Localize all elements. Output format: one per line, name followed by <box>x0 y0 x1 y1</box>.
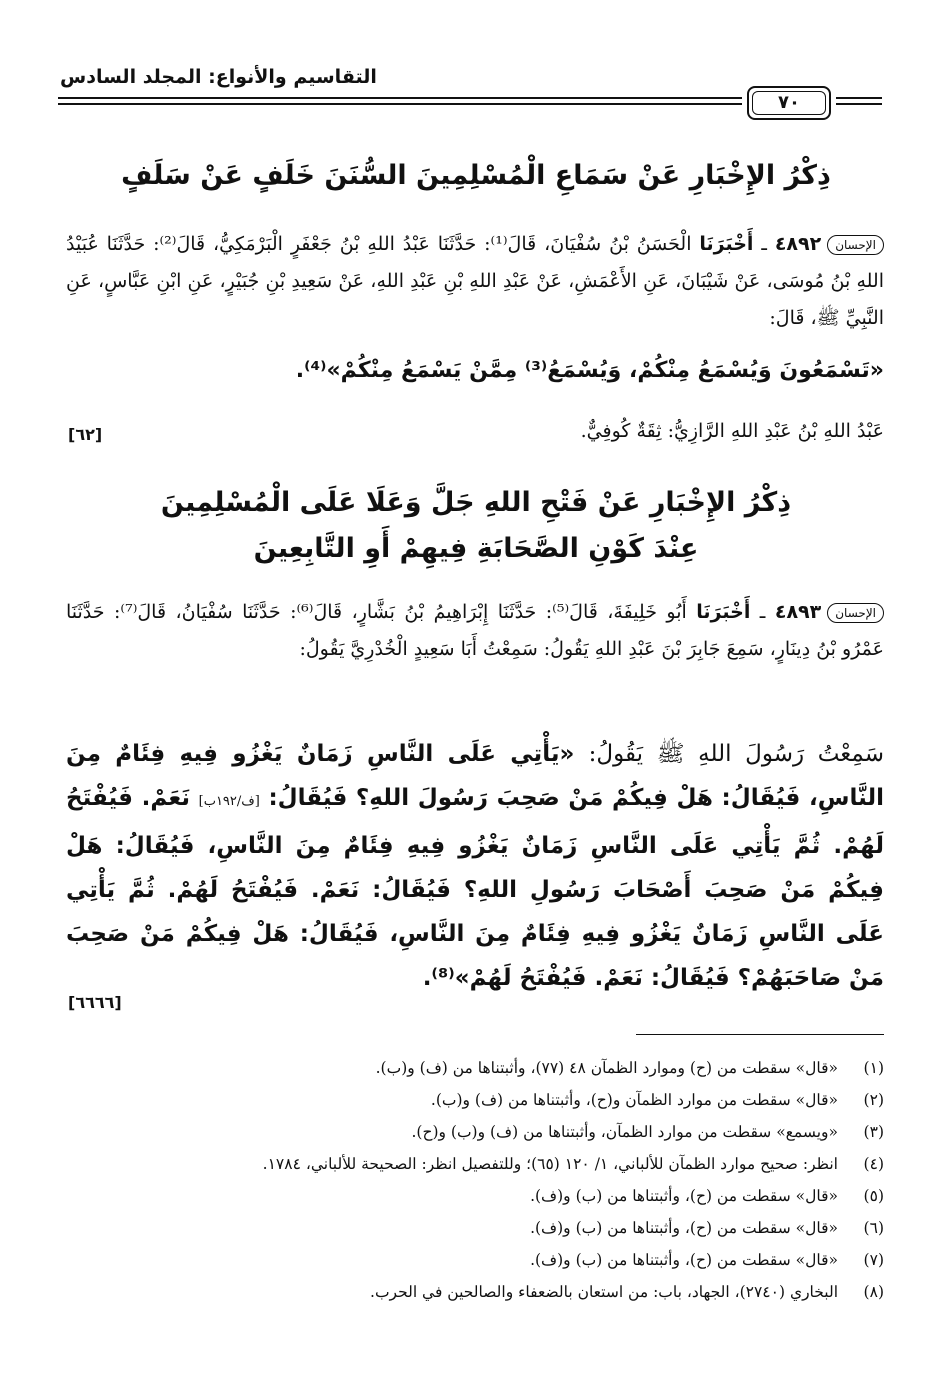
footnote: (١)«قال» سقطت من (ح) وموارد الظمآن ٤٨ (٧٧)، وأثبتناها من (ف) و(ب). <box>375 1059 884 1077</box>
isnad-text: الْحَسَنُ بْنُ سُفْيَانَ، قَالَ⁽¹⁾: حَدَّثَنَا عَبْدُ اللهِ بْنُ جَعْفَرٍ الْبَرْمَكِيُّ، قَالَ⁽²⁾: حَدَّثَنَا عُبَيْدُ اللهِ بْنُ مُوسَى، عَنْ شَيْبَانَ، عَنِ الأَعْمَشِ، عَنْ عَبْدِ اللهِ بْنِ عَبْدِ اللهِ، عَنْ سَعِيدِ بْنِ جُبَيْرٍ، عَنِ ابْنِ عَبَّاسٍ، عَنِ النَّبِيِّ ﷺ، قَالَ: <box>66 233 884 329</box>
footnote: (٦)«قال» سقطت من (ح)، وأثبتناها من (ب) و(ف). <box>530 1219 884 1237</box>
header-rule-top <box>58 97 742 99</box>
footnote-separator <box>636 1034 884 1035</box>
hadith-4892-isnad: الإحسان٤٨٩٢ ـ أَخْبَرَنَا الْحَسَنُ بْنُ سُفْيَانَ، قَالَ⁽¹⁾: حَدَّثَنَا عَبْدُ اللهِ بْنُ جَعْفَرٍ الْبَرْمَكِيُّ، قَالَ⁽²⁾: حَدَّثَنَا عُبَيْدُ اللهِ بْنُ مُوسَى، عَنْ شَيْبَانَ، عَنِ الأَعْمَشِ، عَنْ عَبْدِ اللهِ بْنِ عَبْدِ اللهِ، عَنْ سَعِيدِ بْنِ جُبَيْرٍ، عَنِ ابْنِ عَبَّاسٍ، عَنِ النَّبِيِّ ﷺ، قَالَ: <box>66 233 884 329</box>
reference-number: [٦٢] <box>68 425 103 444</box>
footnote: (٤)انظر: صحيح موارد الظمآن للألباني، ١/ ١٢٠ (٦٥)؛ وللتفصيل انظر: الصحيحة للألباني، ١٧٨٤. <box>262 1155 884 1173</box>
hadith-4893-matn <box>66 732 884 1000</box>
hadith-number: ٤٨٩٢ <box>774 233 822 255</box>
ihsan-badge: الإحسان <box>827 603 884 623</box>
page-number: ٧٠ <box>752 91 826 115</box>
hadith-4893-isnad: الإحسان٤٨٩٣ ـ أَخْبَرَنَا أَبُو خَلِيفَةَ، قَالَ⁽⁵⁾: حَدَّثَنَا إِبْرَاهِيمُ بْنُ بَشَّارٍ، قَالَ⁽⁶⁾: حَدَّثَنَا سُفْيَانُ، قَالَ⁽⁷⁾: حَدَّثَنَا عَمْرُو بْنُ دِينَارٍ، سَمِعَ جَابِرَ بْنَ عَبْدِ اللهِ يَقُولُ: سَمِعْتُ أَبَا سَعِيدٍ الْخُدْرِيَّ يَقُولُ: <box>66 601 884 660</box>
page-box-rule-bottom <box>836 103 882 105</box>
footnotes <box>66 1052 884 1308</box>
matn-part-1: «يَأْتِي عَلَى النَّاسِ زَمَانٌ يَغْزُو فِيهِ فِئَامٌ مِنَ النَّاسِ، فَيُقَالُ: هَلْ فِيكُمْ مَنْ صَحِبَ رَسُولَ اللهِ؟ فَيُقَالُ: <box>66 741 884 811</box>
page-number-box <box>747 86 831 120</box>
matn-part-2: نَعَمْ. فَيُفْتَحُ لَهُمْ. ثُمَّ يَأْتِي عَلَى النَّاسِ زَمَانٌ يَغْزُو فِيهِ فِئَامٌ مِنَ النَّاسِ، فَيُقَالُ: هَلْ فِيكُمْ مَنْ صَحِبَ أَصْحَابَ رَسُولِ اللهِ؟ فَيُقَالُ: نَعَمْ. فَيُفْتَحُ لَهُمْ. ثُمَّ يَأْتِي عَلَى النَّاسِ زَمَانٌ يَغْزُو فِيهِ فِئَامٌ مِنَ النَّاسِ، فَيُقَالُ: هَلْ فِيكُمْ مَنْ صَحِبَ مَنْ صَاحَبَهُمْ؟ فَيُقَالُ: نَعَمْ. فَيُفْتَحُ لَهُمْ»⁽⁸⁾. <box>66 785 884 991</box>
ihsan-badge: الإحسان <box>827 235 884 255</box>
akhbarana-lead: أَخْبَرَنَا <box>699 233 754 255</box>
chapter-title-2-line-2: عِنْدَ كَوْنِ الصَّحَابَةِ فِيهِمْ أَوِ التَّابِعِينَ <box>253 533 699 564</box>
page-box-rule-top <box>836 97 882 99</box>
manuscript-folio-ref: [ف/١٩٢ب] <box>198 794 260 809</box>
akhbarana-lead: أَخْبَرَنَا <box>696 601 751 623</box>
footnote: (٣)«ويسمع» سقطت من موارد الظمآن، وأثبتناها من (ف) و(ب) و(ح). <box>411 1123 884 1141</box>
chapter-title-1: ذِكْرُ الإِخْبَارِ عَنْ سَمَاعِ الْمُسْلِمِينَ السُّنَنَ خَلَفٍ عَنْ سَلَفٍ <box>121 160 831 191</box>
isnad-text: أَبُو خَلِيفَةَ، قَالَ⁽⁵⁾: حَدَّثَنَا إِبْرَاهِيمُ بْنُ بَشَّارٍ، قَالَ⁽⁶⁾: حَدَّثَنَا سُفْيَانُ، قَالَ⁽⁷⁾: حَدَّثَنَا عَمْرُو بْنُ دِينَارٍ، سَمِعَ جَابِرَ بْنَ عَبْدِ اللهِ يَقُولُ: سَمِعْتُ أَبَا سَعِيدٍ الْخُدْرِيَّ يَقُولُ: <box>66 601 884 660</box>
chapter-title-2-line-1: ذِكْرُ الإِخْبَارِ عَنْ فَتْحِ اللهِ جَلَّ وَعَلَا عَلَى الْمُسْلِمِينَ <box>160 487 792 518</box>
matn-intro: سَمِعْتُ رَسُولَ اللهِ ﷺ يَقُولُ: <box>588 741 884 767</box>
narrator-note: عَبْدُ اللهِ بْنُ عَبْدِ اللهِ الرَّازِيُّ: ثِقَةٌ كُوفِيٌّ. <box>580 420 884 442</box>
hadith-4892-matn: «تَسْمَعُونَ وَيُسْمَعُ مِنْكُمْ، وَيُسْمَعُ⁽³⁾ مِمَّنْ يَسْمَعُ مِنْكُمْ»⁽⁴⁾. <box>295 358 884 383</box>
footnote: (٨)البخاري (٢٧٤٠)، الجهاد، باب: من استعان بالضعفاء والصالحين في الحرب. <box>370 1283 884 1301</box>
header-rule-bottom <box>58 103 742 105</box>
hadith-number: ٤٨٩٣ <box>774 601 822 623</box>
footnote: (٧)«قال» سقطت من (ح)، وأثبتناها من (ب) و(ف). <box>530 1251 884 1269</box>
footnote: (٢)«قال» سقطت من موارد الظمآن و(ح)، وأثبتناها من (ف) و(ب). <box>430 1091 884 1109</box>
footnote: (٥)«قال» سقطت من (ح)، وأثبتناها من (ب) و(ف). <box>530 1187 884 1205</box>
reference-number: [٦٦٦٦] <box>68 993 122 1012</box>
running-header-title: التقاسيم والأنواع: المجلد السادس <box>60 66 377 88</box>
